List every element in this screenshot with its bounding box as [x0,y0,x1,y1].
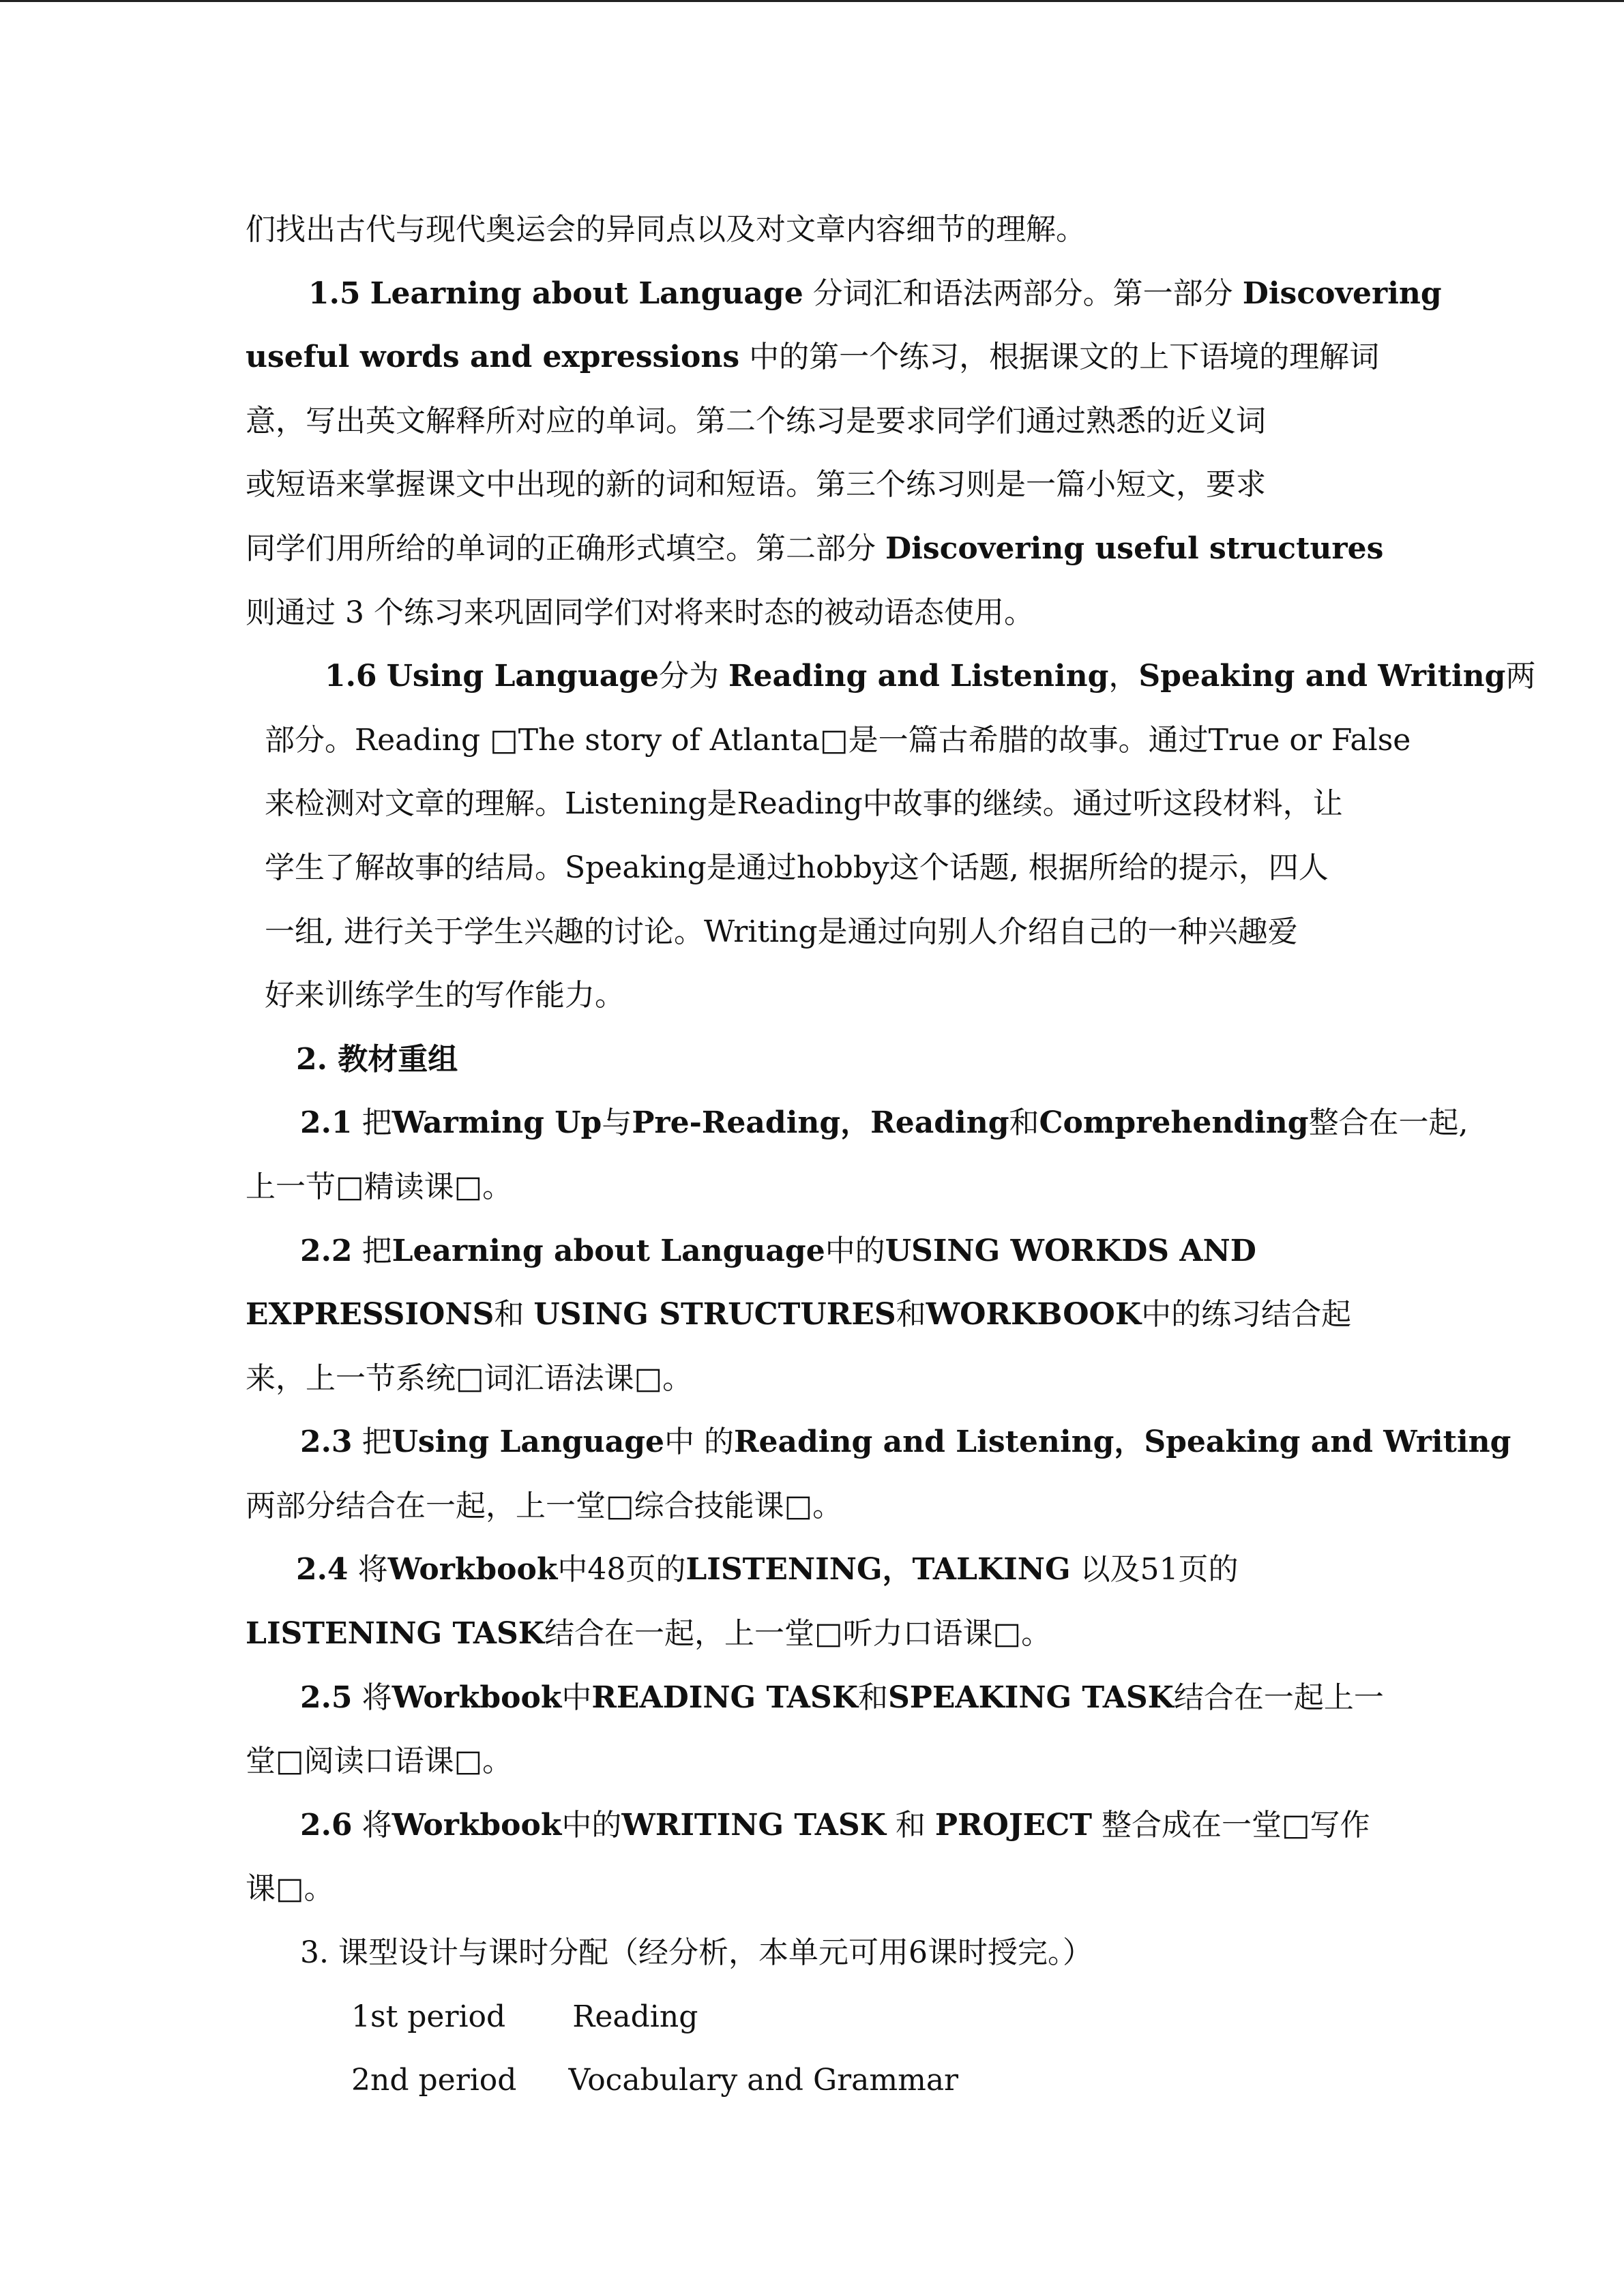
item-number: 2.5 [300,1680,353,1715]
section-1-5-heading-line [246,262,1442,326]
section-1-6-heading-line [246,644,1536,709]
term-bold: Discovering useful structures [885,531,1384,566]
paragraph-text: 中48页的 [557,1552,686,1587]
item-2-3-line [246,1410,1511,1474]
paragraph-text: 和 [1009,1105,1039,1141]
paragraph-line: 上一节□精读课□。 [246,1169,513,1204]
item-number: 2.2 [300,1233,353,1268]
paragraph-line: 或短语来掌握课文中出现的新的词和短语。第三个练习则是一篇小短文，要求 [246,467,1266,503]
paragraph-text: 中的 [561,1807,622,1843]
term-bold: LISTENING [685,1552,883,1587]
paragraph-text: 将 [361,1807,392,1843]
section-title: Using Language [386,659,659,694]
paragraph-line: 好来训练学生的写作能力。 [265,978,625,1013]
paragraph-text: 和 [896,1297,926,1332]
term-bold: READING TASK [591,1680,858,1715]
paragraph-line: 课□。 [246,1871,334,1907]
section-2-heading [246,1028,1405,1092]
paragraph-text: 中 的 [664,1425,734,1460]
term-bold: Workbook [392,1680,562,1715]
item-number: 2.4 [296,1552,349,1587]
paragraph-text: 结合在一起上一 [1173,1680,1384,1715]
paragraph-line: 意，写出英文解释所对应的单词。第二个练习是要求同学们通过熟悉的近义词 [246,403,1266,438]
section-number: 1.6 [325,659,377,694]
punctuation: ， [1114,1425,1145,1460]
paragraph-text: 与 [602,1105,632,1141]
term-bold: EXPRESSIONS [246,1297,494,1332]
paragraph-text: 中的 [825,1233,885,1268]
item-2-6-line [246,1793,1405,1858]
paragraph-text: 把 [361,1105,392,1141]
paragraph-line: 来，上一节系统□词汇语法课□。 [246,1360,693,1396]
paragraph-line: 两部分结合在一起，上一堂□综合技能课□。 [246,1488,843,1523]
item-number: 2.1 [300,1105,353,1141]
paragraph-text: 结合在一起，上一堂□听力口语课□。 [544,1616,1052,1652]
punctuation: ， [840,1105,871,1141]
item-number: 2.6 [300,1807,353,1843]
paragraph-text: 中的练习结合起 [1141,1297,1352,1332]
paragraph-text: 把 [361,1425,392,1460]
period-label: 2nd period [351,2063,517,2098]
paragraph-text: 整合成在一堂□写作 [1101,1807,1370,1843]
paragraph-line: 部分。Reading □The story of Atlanta□是一篇古希腊的故事。通过True or False [265,722,1411,758]
term-bold: Workbook [392,1807,562,1843]
item-2-1-line [246,1091,1468,1155]
item-2-5-line [246,1666,1405,1730]
paragraph-text: 把 [361,1233,392,1268]
term-bold: Reading [870,1105,1009,1141]
paragraph-line: 学生了解故事的结局。Speaking是通过hobby这个话题, 根据所给的提示，四人 [265,850,1329,885]
paragraph-line [246,1602,1405,1666]
paragraph-line: 一组, 进行关于学生兴趣的讨论。Writing是通过向别人介绍自己的一种兴趣爱 [265,914,1298,949]
paragraph-text: 和 [895,1807,935,1843]
period-topic: Reading [572,1999,698,2034]
item-2-4-line [246,1538,1405,1602]
term-bold: SPEAKING TASK [887,1680,1174,1715]
paragraph-text: 将 [361,1680,392,1715]
period-label: 1st period [351,1999,506,2034]
paragraph-text: 分为 [658,659,719,694]
paragraph-text: 以及51页的 [1080,1552,1239,1587]
paragraph-line: 来检测对文章的理解。Listening是Reading中故事的继续。通过听这段材料，让 [265,786,1343,822]
paragraph-line: 则通过 3 个练习来巩固同学们对将来时态的被动语态使用。 [246,595,1034,630]
paragraph-text: 和 [494,1297,525,1332]
term-bold: useful words and expressions [246,340,740,375]
section-3-heading: 3. 课型设计与课时分配（经分析，本单元可用6课时授完。） [300,1935,1093,1971]
paragraph-text: 中的第一个练习，根据课文的上下语境的理解词 [749,340,1380,375]
term-bold: WORKBOOK [926,1297,1142,1332]
term-bold: Comprehending [1039,1105,1309,1141]
term-bold: USING WORKDS AND [885,1233,1256,1268]
term-bold: LISTENING TASK [246,1616,544,1652]
term-bold: Reading and Listening [728,659,1109,694]
paragraph-text: 整合在一起, [1308,1105,1468,1141]
term-bold: Speaking and Writing [1144,1425,1511,1460]
term-bold: Learning about Language [392,1233,825,1268]
term-bold: WRITING TASK [621,1807,886,1843]
paragraph-text: 两 [1505,659,1536,694]
period-row-2 [246,2048,1405,2113]
section-title: 教材重组 [338,1041,458,1077]
term-bold: USING STRUCTURES [533,1297,896,1332]
paragraph-line: 堂□阅读口语课□。 [246,1744,513,1779]
term-bold: Using Language [392,1425,664,1460]
paragraph-text: 和 [857,1680,888,1715]
paragraph-line [246,1283,1405,1347]
section-title: Learning about Language [370,275,803,311]
section-number: 1.5 [308,275,361,311]
paragraph-text: 分词汇和语法两部分。第一部分 [812,275,1233,311]
term-bold: Speaking and Writing [1138,659,1506,694]
document-body [246,198,1536,2113]
punctuation: ， [882,1552,913,1587]
paragraph-line [246,325,1405,389]
period-topic: Vocabulary and Grammar [568,2063,959,2098]
paragraph-text: 中 [561,1680,592,1715]
paragraph-line [246,517,1405,581]
paragraph-text: 同学们用所给的单词的正确形式填空。第二部分 [246,531,876,566]
term-bold: Pre-Reading [632,1105,841,1141]
period-row-1 [246,1985,1405,2049]
term-bold: TALKING [912,1552,1071,1587]
item-number: 2.3 [300,1425,353,1460]
paragraph-line: 们找出古代与现代奥运会的异同点以及对文章内容细节的理解。 [246,212,1086,247]
term-bold: Workbook [387,1552,558,1587]
section-number: 2. [296,1041,327,1077]
item-2-2-line [246,1219,1405,1283]
term-bold: Reading and Listening [733,1425,1114,1460]
paragraph-text: 将 [357,1552,388,1587]
page-top-border [0,0,1624,2]
term-bold: PROJECT [934,1807,1092,1843]
term-bold: Warming Up [392,1105,602,1141]
punctuation: ， [1108,659,1139,694]
term-bold: Discovering [1242,275,1442,311]
